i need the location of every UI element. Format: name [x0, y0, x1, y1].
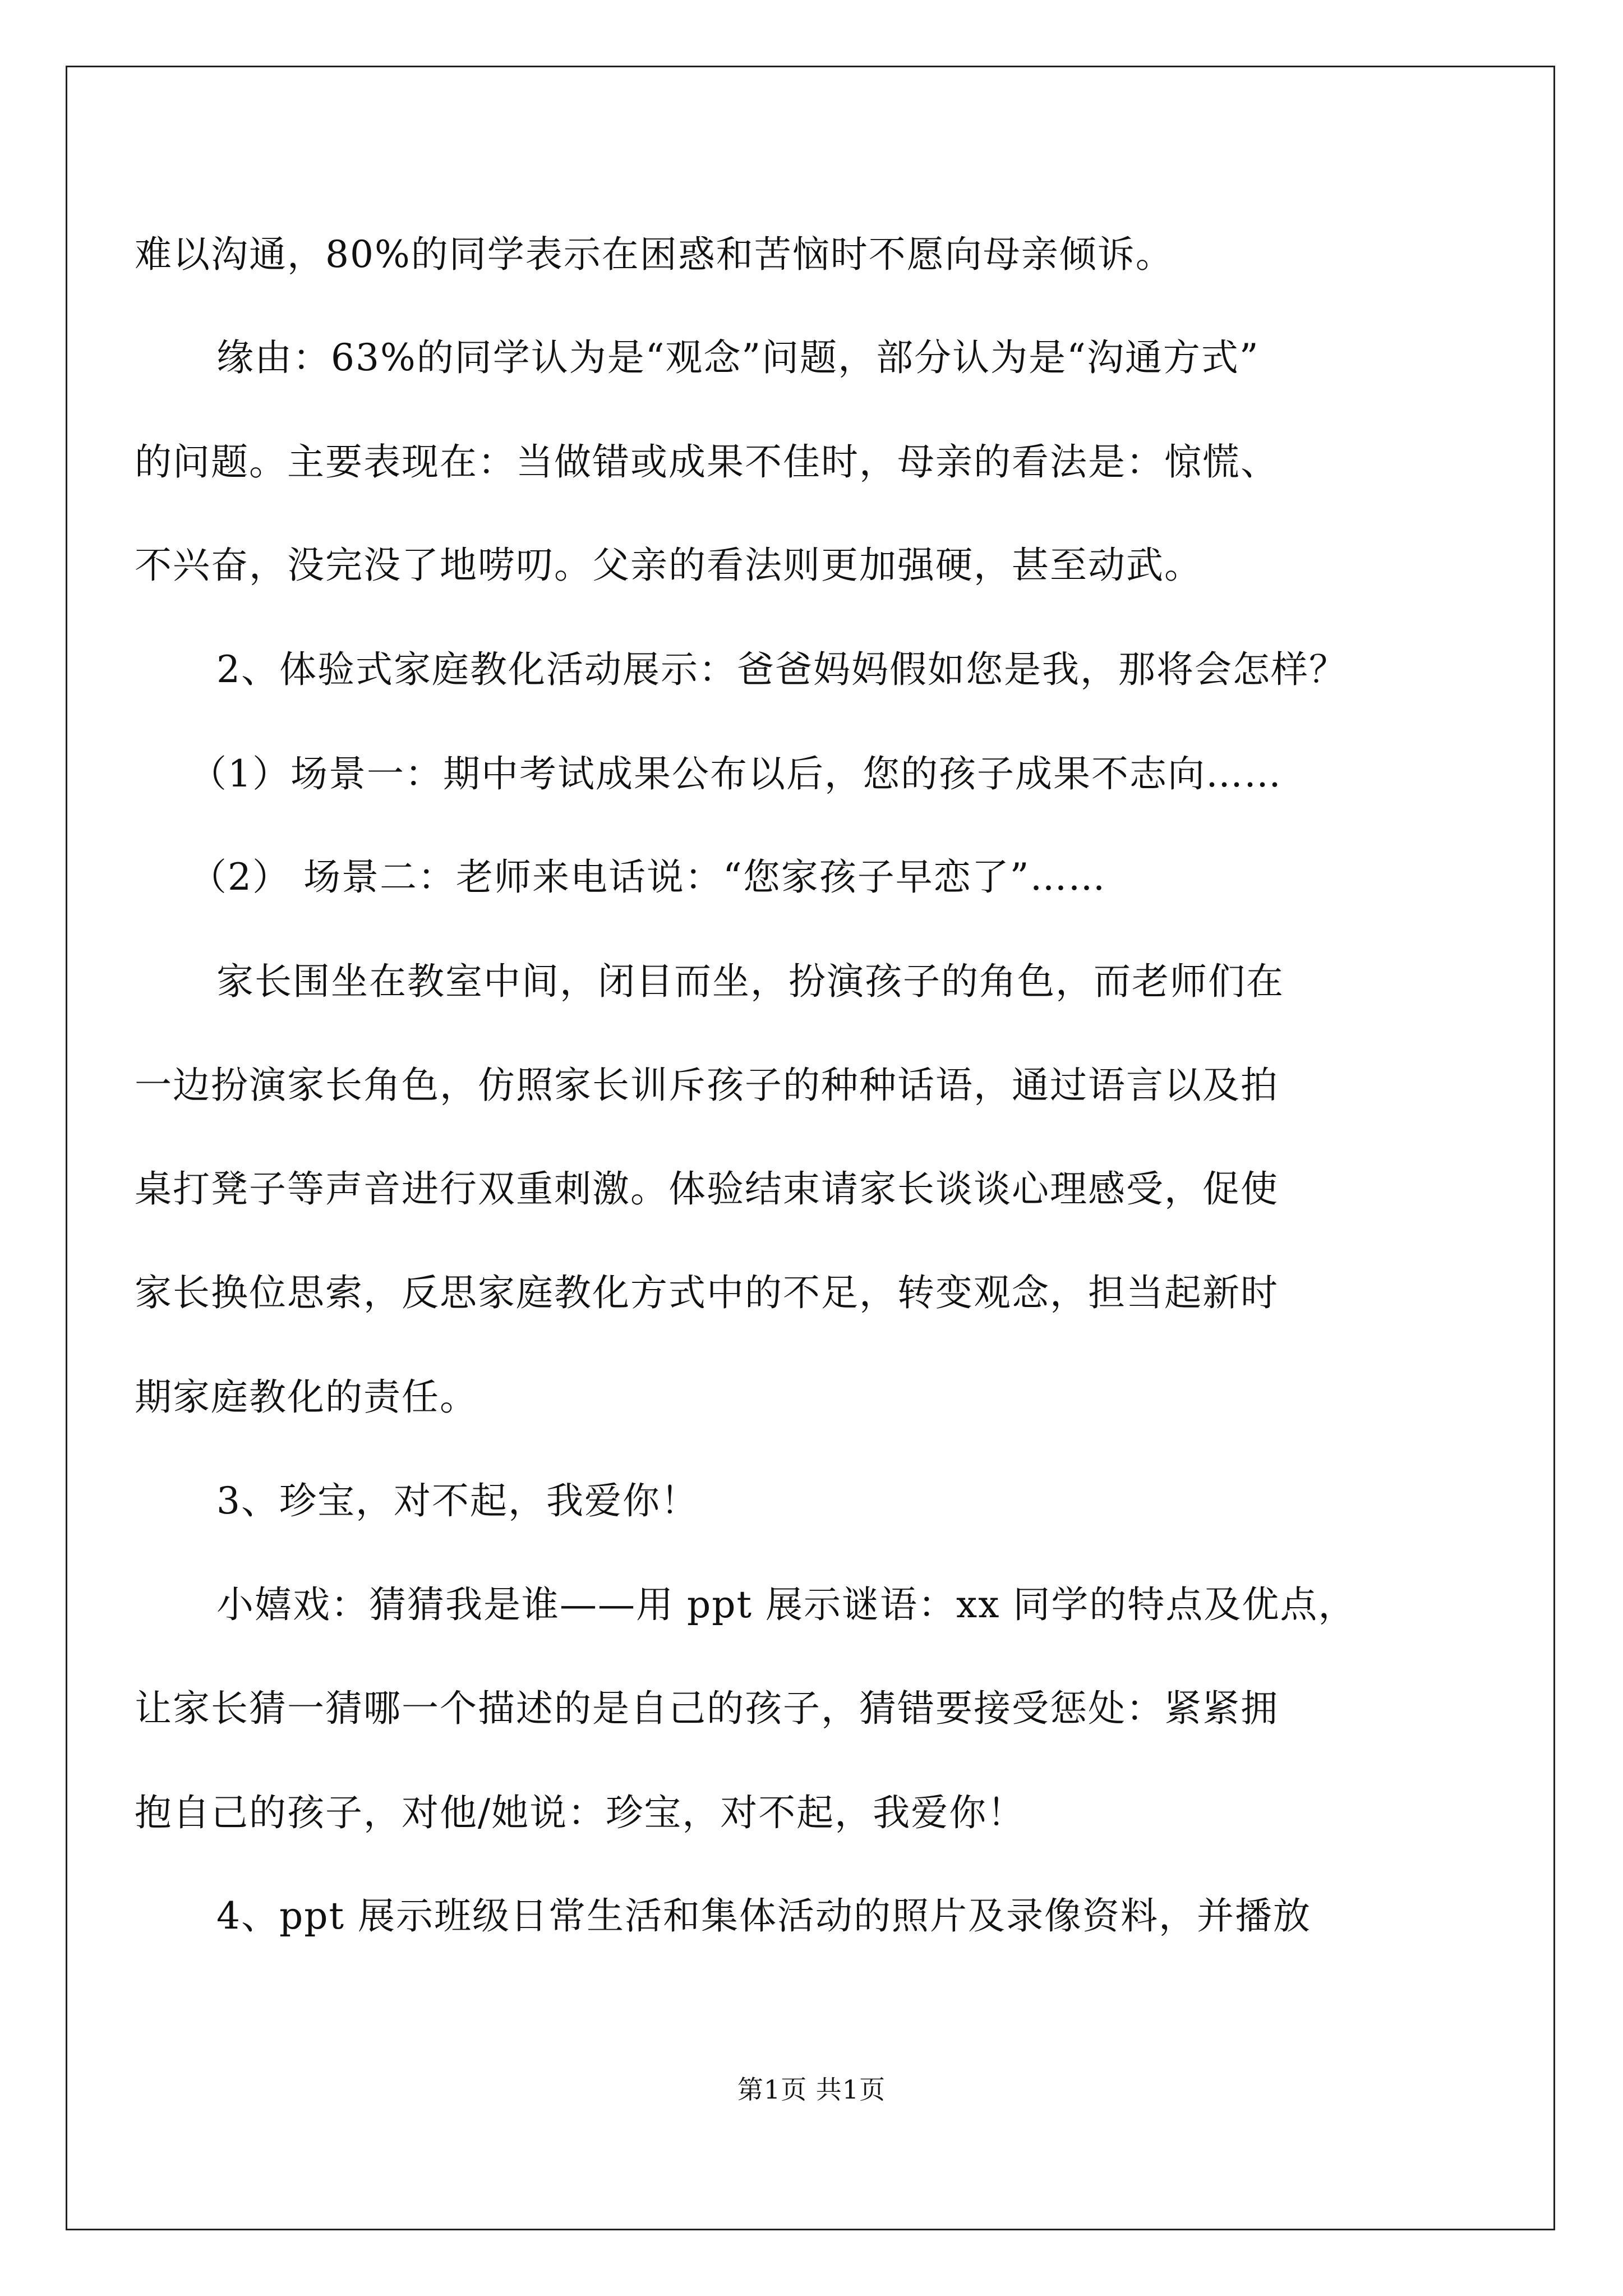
page-number-footer: 第1页 共1页 [737, 2074, 886, 2105]
text-line: 2、体验式家庭教化活动展示：爸爸妈妈假如您是我，那将会怎样？ [216, 648, 1347, 691]
text-line: 4、ppt 展示班级日常生活和集体活动的照片及录像资料，并播放 [216, 1894, 1311, 1938]
text-line: 让家长猜一猜哪一个描述的是自己的孩子，猜错要接受惩处：紧紧拥 [135, 1687, 1279, 1730]
text-line: 缘由：63%的同学认为是“观念”问题，部分认为是“沟通方式” [216, 336, 1260, 379]
text-line: 难以沟通，80%的同学表示在困惑和苦恼时不愿向母亲倾诉。 [135, 233, 1174, 276]
text-line: 一边扮演家长角色，仿照家长训斥孩子的种种话语，通过语言以及拍 [135, 1064, 1279, 1107]
text-line: （1）场景一：期中考试成果公布以后，您的孩子成果不志向…… [190, 752, 1282, 795]
text-line: 的问题。主要表现在：当做错或成果不佳时，母亲的看法是：惊慌、 [135, 440, 1279, 484]
text-line: 小嬉戏：猜猜我是谁——用 ppt 展示谜语：xx 同学的特点及优点， [216, 1583, 1357, 1626]
text-line: 期家庭教化的责任。 [135, 1375, 478, 1419]
text-line: 抱自己的孩子，对他/她说：珍宝，对不起，我爱你！ [135, 1791, 1026, 1834]
text-line: 家长围坐在教室中间，闭目而坐，扮演孩子的角色，而老师们在 [216, 960, 1284, 1003]
text-line: 不兴奋，没完没了地唠叨。父亲的看法则更加强硬，甚至动武。 [135, 544, 1202, 587]
text-line: 3、珍宝，对不起，我爱你！ [216, 1479, 699, 1522]
text-line: （2） 场景二：老师来电话说：“您家孩子早恋了”…… [190, 855, 1106, 899]
text-line: 家长换位思索，反思家庭教化方式中的不足，转变观念，担当起新时 [135, 1271, 1279, 1314]
text-line: 桌打凳子等声音进行双重刺激。体验结束请家长谈谈心理感受，促使 [135, 1167, 1279, 1211]
